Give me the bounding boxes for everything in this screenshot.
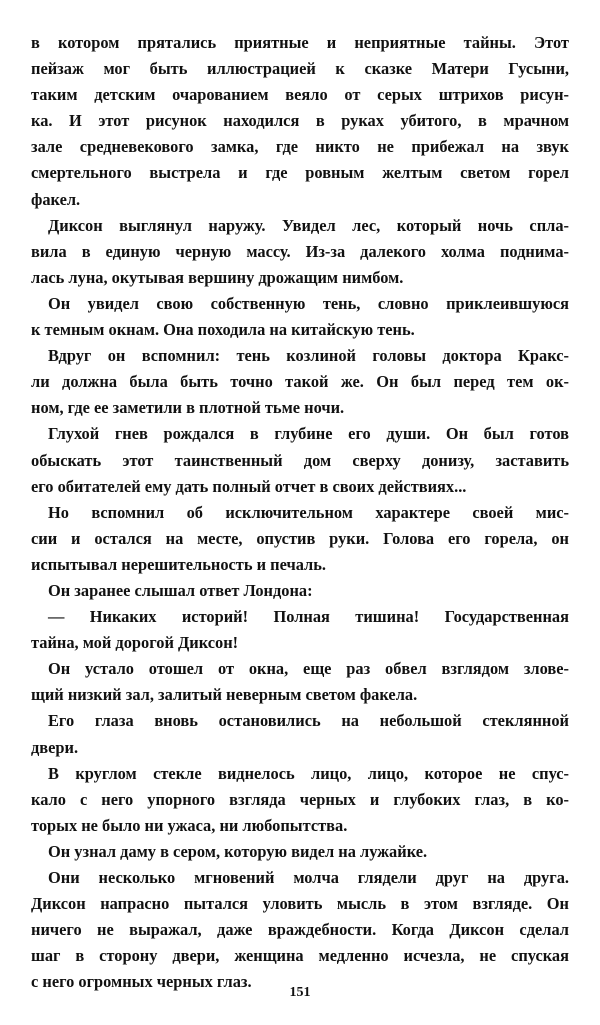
text-line: Глухой гнев рождался в глубине его души. Он был готов <box>48 424 569 444</box>
text-line: вила в единую черную массу. Из-за далекого холма поднима- <box>31 241 569 261</box>
text-line: Но вспомнил об исключительном характере своей мис- <box>48 502 569 522</box>
text-line: смертельного выстрела и где ровным желтым светом горел <box>31 163 569 183</box>
text-line: его обитателей ему дать полный отчет в своих действиях... <box>31 476 467 496</box>
text-line: Он узнал даму в сером, которую видел на лужайке. <box>48 841 428 861</box>
text-line: зале средневекового замка, где никто не прибежал на звук <box>31 137 569 157</box>
text-line: шаг в сторону двери, женщина медленно исчезла, не спуская <box>31 946 569 966</box>
text-line: тайна, мой дорогой Диксон! <box>31 633 239 653</box>
text-line: Он заранее слышал ответ Лондона: <box>48 580 313 600</box>
text-line: Он устало отошел от окна, еще раз обвел взглядом злове- <box>48 659 569 679</box>
text-line: с него огромных черных глаз. <box>31 972 252 992</box>
text-line: Диксон напрасно пытался уловить мысль в этом взгляде. Он <box>31 894 569 914</box>
text-line: испытывал нерешительность и печаль. <box>31 554 326 574</box>
text-line: пейзаж мог быть иллюстрацией к сказке Матери Гусыни, <box>31 59 569 79</box>
text-line: ничего не выражал, даже враждебности. Когда Диксон сделал <box>31 920 569 940</box>
text-line: щий низкий зал, залитый неверным светом факела. <box>31 685 418 705</box>
text-line: Диксон выглянул наружу. Увидел лес, который ночь спла- <box>48 215 569 235</box>
text-line: в котором прятались приятные и неприятные тайны. Этот <box>31 33 569 52</box>
text-line: торых не было ни ужаса, ни любопытства. <box>31 815 348 835</box>
page-body <box>31 30 569 995</box>
text-line: — Никаких историй! Полная тишина! Государственная <box>48 607 569 627</box>
text-line: обыскать этот таинственный дом сверху донизу, заставить <box>31 450 569 470</box>
text-line: сии и остался на месте, опустив руки. Голова его горела, он <box>31 528 569 548</box>
text-line: ка. И этот рисунок находился в руках убитого, в мрачном <box>31 111 569 131</box>
text-line: двери. <box>31 737 79 757</box>
text-line: Он увидел свою собственную тень, словно приклеившуюся <box>48 293 569 313</box>
text-line: кало с него упорного взгляда черных и глубоких глаз, в ко- <box>31 789 569 809</box>
text-line: Они несколько мгновений молча глядели друг на друга. <box>48 868 569 887</box>
page-number: 151 <box>289 985 311 1000</box>
text-line: ном, где ее заметили в плотной тьме ночи. <box>31 398 345 418</box>
text-line: таким детским очарованием веяло от серых штрихов рисун- <box>31 85 569 105</box>
text-line: Вдруг он вспомнил: тень козлиной головы доктора Кракс- <box>48 346 569 366</box>
text-line: В круглом стекле виднелось лицо, лицо, которое не спус- <box>48 763 569 783</box>
text-line: к темным окнам. Она походила на китайскую тень. <box>31 320 415 340</box>
text-line: Его глаза вновь остановились на небольшой стеклянной <box>48 711 569 731</box>
text-line: факел. <box>31 189 81 209</box>
text-line: ли должна была быть точно такой же. Он был перед тем ок- <box>31 372 569 392</box>
text-line: лась луна, окутывая вершину дрожащим нимбом. <box>31 267 404 287</box>
